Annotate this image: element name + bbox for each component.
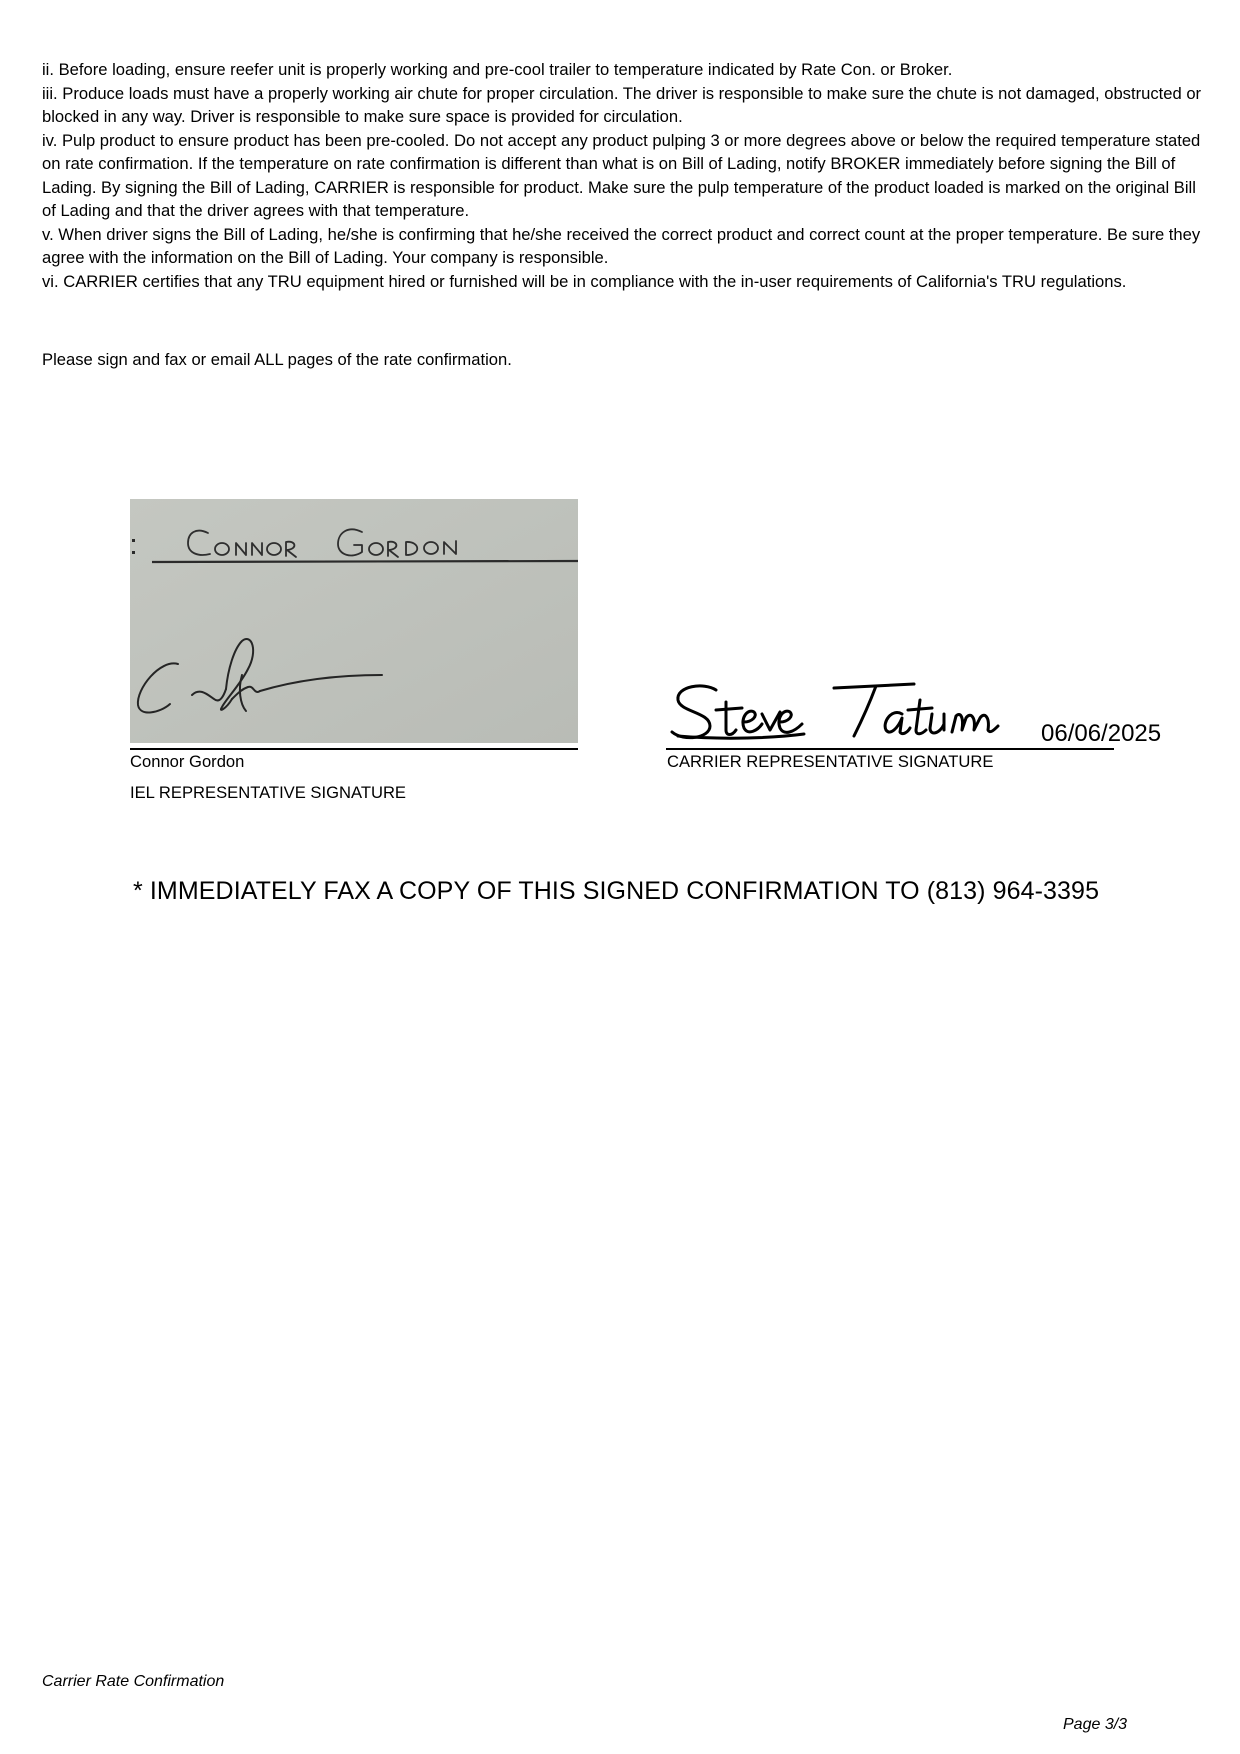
sign-instruction: Please sign and fax or email ALL pages of the rate confirmation. [42,350,512,369]
carrier-signature-date: 06/06/2025 [1041,720,1162,747]
carrier-signature-image [664,678,1024,751]
term-iii: iii. Produce loads must have a properly working air chute for proper circulation. The driver is responsible to make sure the chute is not damaged, obstructed or blocked in any way. Driver is responsible to make sure space is provided for circulation. [42,83,1202,126]
iel-signature-label: IEL REPRESENTATIVE SIGNATURE [130,783,406,802]
term-iv: iv. Pulp product to ensure product has been pre-cooled. Do not accept any product pulping 3 or more degrees above or below the required temperature stated on rate confirmation. If the temperature on rate confirmation is different than what is on Bill of Lading, notify BROKER immediately before signing the Bill of Lading. By signing the Bill of Lading, CARRIER is responsible for product. Make sure the pulp temperature of the product loaded is marked on the original Bill of Lading and that the driver agrees with that temperature. [42,130,1201,220]
iel-signature-image [130,499,578,743]
iel-signature-line [130,748,578,750]
footer-document-title: Carrier Rate Confirmation [42,1673,225,1690]
term-vi: vi. CARRIER certifies that any TRU equipment hired or furnished will be in compliance with the in-user requirements of California's TRU regulations. [42,271,1127,291]
terms-section [42,58,1212,293]
fax-notice: * IMMEDIATELY FAX A COPY OF THIS SIGNED CONFIRMATION TO (813) 964-3395 [133,877,1100,905]
footer-page-number: Page 3/3 [1063,1716,1128,1733]
iel-printed-name: Connor Gordon [130,752,245,771]
carrier-signature-line [666,748,1114,750]
carrier-signature-label: CARRIER REPRESENTATIVE SIGNATURE [667,752,994,771]
term-ii: ii. Before loading, ensure reefer unit is properly working and pre-cool trailer to temperature indicated by Rate Con. or Broker. [42,60,953,79]
term-v: v. When driver signs the Bill of Lading, he/she is confirming that he/she received the correct product and correct count at the proper temperature. Be sure they agree with the information on the Bill of Lading. Your company is responsible. [42,224,1201,267]
